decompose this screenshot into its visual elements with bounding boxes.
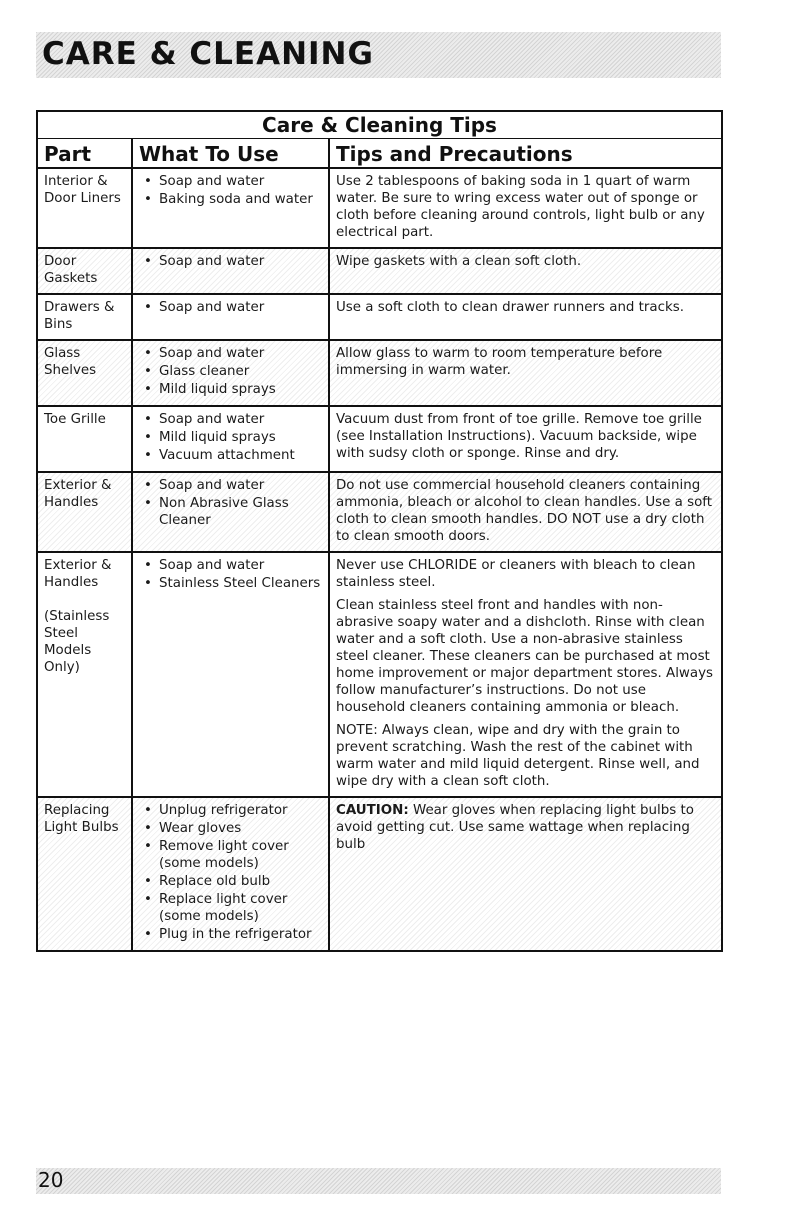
list-item: • Soap and water: [139, 345, 322, 362]
cleaning-supplies-list: [139, 253, 322, 270]
list-item: • Glass cleaner: [139, 363, 322, 380]
header-part: Part: [37, 138, 132, 168]
part-label-line: Light Bulbs: [44, 820, 119, 835]
cell-part: [37, 340, 132, 406]
part-label-line: Exterior &: [44, 478, 112, 493]
table-row: [37, 797, 722, 951]
tip-text: NOTE: Always clean, wipe and dry with the grain to prevent scratching. Wash the rest of the cabinet with warm water and mild liquid detergent. Rinse well, and wipe dry with a clean soft cloth.: [336, 723, 700, 789]
part-label-line: Handles: [44, 495, 99, 510]
table-row: [37, 552, 722, 797]
tip-text: Clean stainless steel front and handles with non-abrasive soapy water and a dishcloth. Rinse with clean water and a soft cloth. Use a non-abrasive stainless steel cleaner. These cleaners can be purchased at most home improvement or major department stores. Always follow manufacturer’s instructions. Do not use household cleaners containing ammonia or bleach.: [336, 598, 713, 715]
header-what-to-use: What To Use: [132, 138, 329, 168]
part-label-line: Replacing: [44, 803, 110, 818]
cleaning-supplies-list: [139, 173, 322, 208]
section-banner: [36, 32, 721, 78]
list-item: • Plug in the refrigerator: [139, 926, 322, 943]
part-label-line: Interior &: [44, 174, 108, 189]
list-item: • Baking soda and water: [139, 191, 322, 208]
part-label-line: Door: [44, 254, 77, 269]
part-label-line: Glass: [44, 346, 81, 361]
list-item: • Soap and water: [139, 173, 322, 190]
care-cleaning-tips-table: [36, 110, 723, 952]
table-row: [37, 472, 722, 552]
tip-text: Wipe gaskets with a clean soft cloth.: [336, 254, 582, 269]
tip-paragraph: [336, 802, 715, 853]
list-item: • Mild liquid sprays: [139, 429, 322, 446]
tip-text: Wear gloves when replacing light bulbs to avoid getting cut. Use same wattage when replacing bulb: [336, 803, 694, 852]
cell-tips: [329, 797, 722, 951]
tip-paragraph: [336, 477, 715, 545]
part-label-line: Gaskets: [44, 271, 98, 286]
list-item: • Mild liquid sprays: [139, 381, 322, 398]
list-item: • Remove light cover (some models): [139, 838, 322, 872]
cell-part: [37, 294, 132, 340]
tip-text: Use 2 tablespoons of baking soda in 1 quart of warm water. Be sure to wring excess water out of sponge or cloth before cleaning around controls, light bulb or any electrical part.: [336, 174, 705, 240]
part-label-line: Models: [44, 643, 92, 658]
tip-paragraph: [336, 173, 715, 241]
tip-text: Never use CHLORIDE or cleaners with bleach to clean stainless steel.: [336, 558, 696, 590]
cell-part: [37, 168, 132, 248]
list-item: • Vacuum attachment: [139, 447, 322, 464]
cleaning-supplies-list: [139, 411, 322, 464]
tip-text: Use a soft cloth to clean drawer runners and tracks.: [336, 300, 684, 315]
list-item: • Soap and water: [139, 557, 322, 574]
tip-paragraph: [336, 597, 715, 716]
list-item: • Soap and water: [139, 477, 322, 494]
list-item: • Soap and water: [139, 299, 322, 316]
section-title: CARE & CLEANING: [42, 36, 374, 72]
part-label-line: Door Liners: [44, 191, 121, 206]
list-item: • Soap and water: [139, 411, 322, 428]
part-label-line: Only): [44, 660, 80, 675]
caution-label: CAUTION:: [336, 803, 409, 818]
tip-paragraph: [336, 722, 715, 790]
cleaning-supplies-list: [139, 477, 322, 529]
cell-tips: [329, 406, 722, 472]
cell-tips: [329, 168, 722, 248]
part-label-line: [44, 591, 125, 608]
cell-what-to-use: [132, 248, 329, 294]
cell-tips: [329, 340, 722, 406]
tip-text: Allow glass to warm to room temperature before immersing in warm water.: [336, 346, 663, 378]
cell-what-to-use: [132, 168, 329, 248]
cell-tips: [329, 472, 722, 552]
part-label-line: Bins: [44, 317, 73, 332]
part-label-line: Exterior &: [44, 558, 112, 573]
cell-part: [37, 797, 132, 951]
cleaning-supplies-list: [139, 802, 322, 943]
tip-text: Vacuum dust from front of toe grille. Remove toe grille (see Installation Instructions). Vacuum backside, wipe with sudsy cloth or sponge. Rinse and dry.: [336, 412, 702, 461]
cell-part: [37, 552, 132, 797]
cell-part: [37, 472, 132, 552]
list-item: • Non Abrasive Glass Cleaner: [139, 495, 322, 529]
tip-paragraph: [336, 411, 715, 462]
list-item: • Soap and water: [139, 253, 322, 270]
part-label-line: (Stainless: [44, 609, 110, 624]
cell-what-to-use: [132, 340, 329, 406]
table-row: [37, 168, 722, 248]
list-item: • Replace light cover (some models): [139, 891, 322, 925]
cleaning-supplies-list: [139, 557, 322, 592]
cell-tips: [329, 248, 722, 294]
cleaning-supplies-list: [139, 299, 322, 316]
part-label-line: Toe Grille: [44, 412, 106, 427]
cell-what-to-use: [132, 797, 329, 951]
table-row: [37, 406, 722, 472]
cell-what-to-use: [132, 472, 329, 552]
table-row: [37, 248, 722, 294]
table-caption: Care & Cleaning Tips: [37, 111, 722, 138]
tip-text: Do not use commercial household cleaners containing ammonia, bleach or alcohol to clean handles. Use a soft cloth to clean smooth handles. DO NOT use a dry cloth to clean smooth doors.: [336, 478, 713, 544]
header-tips-precautions: Tips and Precautions: [329, 138, 722, 168]
page-footer: [36, 1168, 721, 1194]
part-label-line: Steel: [44, 626, 78, 641]
part-label-line: Shelves: [44, 363, 97, 378]
table-row: [37, 294, 722, 340]
part-label-line: Handles: [44, 575, 99, 590]
tip-paragraph: [336, 345, 715, 379]
tip-paragraph: [336, 253, 715, 270]
cell-tips: [329, 552, 722, 797]
table-body: [37, 168, 722, 951]
cell-what-to-use: [132, 294, 329, 340]
list-item: • Replace old bulb: [139, 873, 322, 890]
list-item: • Wear gloves: [139, 820, 322, 837]
tip-paragraph: [336, 557, 715, 591]
cleaning-supplies-list: [139, 345, 322, 398]
page-number: 20: [38, 1168, 64, 1192]
part-label-line: Drawers &: [44, 300, 115, 315]
cell-what-to-use: [132, 552, 329, 797]
cell-what-to-use: [132, 406, 329, 472]
cell-part: [37, 406, 132, 472]
cell-tips: [329, 294, 722, 340]
tip-paragraph: [336, 299, 715, 316]
cell-part: [37, 248, 132, 294]
list-item: • Unplug refrigerator: [139, 802, 322, 819]
list-item: • Stainless Steel Cleaners: [139, 575, 322, 592]
table-row: [37, 340, 722, 406]
